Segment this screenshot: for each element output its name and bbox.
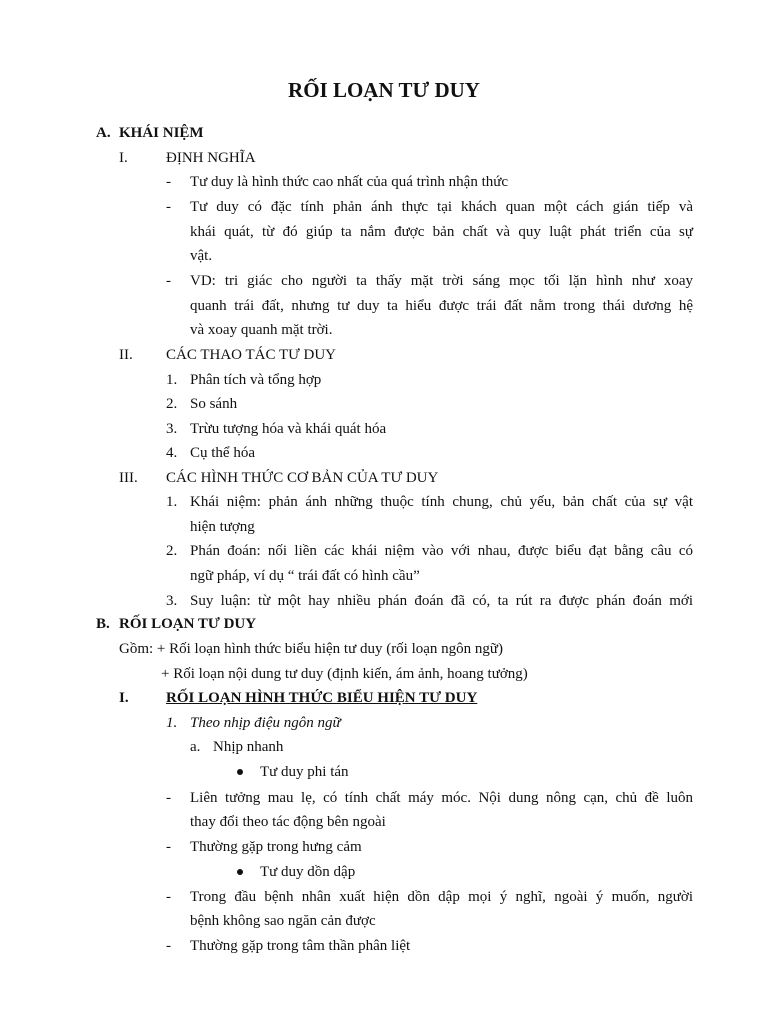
list-item: khái quát, từ đó giúp ta nắm được bản chất và quy luật phát triển của sự [190,224,693,240]
list-item: Thường gặp trong hưng cảm [190,839,362,855]
bullet-icon [237,769,243,775]
part-ii-heading: CÁC THAO TÁC TƯ DUY [166,347,336,363]
section-b-marker: B. [96,616,110,632]
part-b-i-marker: I. [119,690,129,706]
page-title: RỐI LOẠN TƯ DUY [288,78,480,102]
list-item: Liên tưởng mau lẹ, có tính chất máy móc. Nội dung nông cạn, chủ đề luôn [190,790,693,806]
part-i-heading: ĐỊNH NGHĨA [166,150,256,166]
dash: - [166,790,171,806]
list-item-continued: hiện tượng [190,519,255,535]
list-number: 3. [166,593,178,609]
list-number: 4. [166,445,178,461]
list-item: Khái niệm: phản ánh những thuộc tính chung, chủ yếu, bản chất của sự vật [190,494,693,510]
dash: - [166,273,171,289]
list-item-continued: ngữ pháp, ví dụ “ trái đất có hình cầu” [190,568,420,584]
list-item: Cụ thể hóa [190,445,255,461]
dash: - [166,889,171,905]
list-item: Suy luận: từ một hay nhiều phán đoán đã có, ta rút ra được phán đoán mới [190,593,693,609]
list-item: quanh trái đất, nhưng tư duy ta hiểu được trái đất nằm trong thái dương hệ [190,298,693,314]
list-item: Trừu tượng hóa và khái quát hóa [190,421,387,437]
list-item: Trong đầu bệnh nhân xuất hiện dồn dập mọi ý nghĩ, ngoài ý muốn, người [190,889,693,905]
section-a-heading: KHÁI NIỆM [119,125,204,141]
list-item: So sánh [190,396,238,412]
part-b-i-heading: RỐI LOẠN HÌNH THỨC BIỂU HIỆN TƯ DUY [166,690,478,706]
list-item: VD: tri giác cho người ta thấy mặt trời sáng mọc tối lặn hình như xoay [190,273,693,289]
bullet-icon [237,869,243,875]
part-ii-marker: II. [119,347,133,363]
list-item: Phán đoán: nối liền các khái niệm vào với nhau, được biểu đạt bằng câu có [190,543,693,559]
sub-letter: a. [190,739,201,755]
dash: - [166,839,171,855]
list-number: 2. [166,543,178,559]
dash: - [166,938,171,954]
list-item: Thường gặp trong tâm thần phân liệt [190,938,411,954]
list-item-continued: bệnh không sao ngăn cản được [190,913,376,929]
list-number: 3. [166,421,178,437]
list-item: Phân tích và tổng hợp [190,372,322,388]
list-item: Tư duy là hình thức cao nhất của quá trình nhận thức [190,174,509,190]
includes-line: + Rối loạn nội dung tư duy (định kiến, ám ảnh, hoang tưởng) [161,666,528,682]
list-number: 2. [166,396,178,412]
sub-heading: Theo nhịp điệu ngôn ngữ [190,715,341,731]
sub-number: 1. [166,715,178,731]
sub-sub-heading: Nhịp nhanh [213,739,284,755]
section-b-heading: RỐI LOẠN TƯ DUY [119,616,257,632]
list-item: Tư duy có đặc tính phản ánh thực tại khách quan một cách gián tiếp và [190,199,693,215]
section-a-marker: A. [96,125,111,141]
list-number: 1. [166,494,178,510]
list-item-continued: thay đổi theo tác động bên ngoài [190,814,386,830]
bullet-item: Tư duy dồn dập [260,864,356,880]
part-iii-heading: CÁC HÌNH THỨC CƠ BẢN CỦA TƯ DUY [166,470,439,486]
part-iii-marker: III. [119,470,138,486]
dash: - [166,199,171,215]
bullet-item: Tư duy phi tán [260,764,349,780]
dash: - [166,174,171,190]
list-number: 1. [166,372,178,388]
part-i-marker: I. [119,150,128,166]
list-item: vật. [190,248,213,264]
list-item: và xoay quanh mặt trời. [190,322,333,338]
includes-line: Gồm: + Rối loạn hình thức biểu hiện tư duy (rối loạn ngôn ngữ) [119,641,504,657]
